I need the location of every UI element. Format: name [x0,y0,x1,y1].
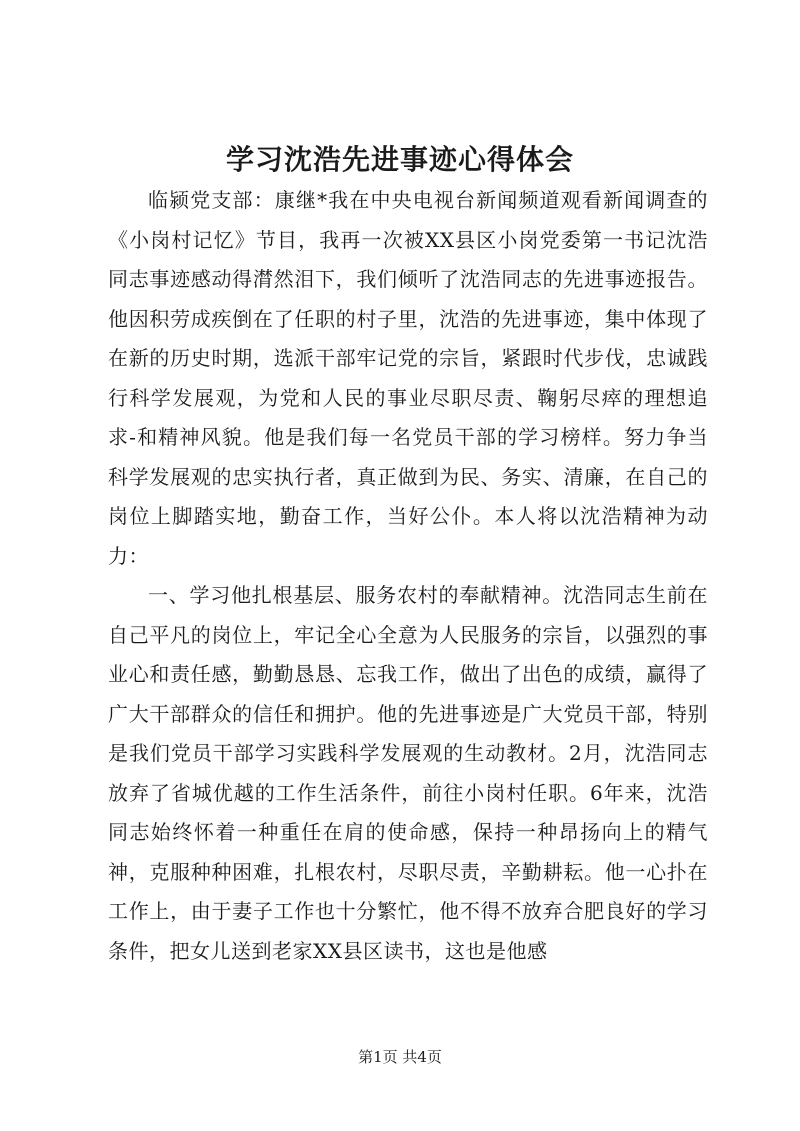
page-footer: 第1页 共4页 [358,1048,442,1066]
document-title: 学习沈浩先进事迹心得体会 [225,143,574,176]
document-body [108,181,708,971]
paragraph-section-one: 一、学习他扎根基层、服务农村的奉献精神。沈浩同志生前在自己平凡的岗位上，牢记全心全意为人民服务的宗旨，以强烈的事业心和责任感，勤勤恳恳、忘我工作，做出了出色的成绩，赢得了广大干部群众的信任和拥护。他的先进事迹是广大党员干部，特别是我们党员干部学习实践科学发展观的生动教材。2月，沈浩同志放弃了省城优越的工作生活条件，前往小岗村任职。6年来，沈浩同志始终怀着一种重任在肩的使命感，保持一种昂扬向上的精气神，克服种种困难，扎根农村，尽职尽责，辛勤耕耘。他一心扑在工作上，由于妻子工作也十分繁忙，他不得不放弃合肥良好的学习条件，把女儿送到老家XX县区读书，这也是他感 [108,583,708,963]
paragraph-intro: 临颍党支部：康继*我在中央电视台新闻频道观看新闻调查的《小岗村记忆》节目，我再一次被XX县区小岗党委第一书记沈浩同志事迹感动得潸然泪下，我们倾听了沈浩同志的先进事迹报告。他因积劳成疾倒在了任职的村子里，沈浩的先进事迹，集中体现了在新的历史时期，选派干部牢记党的宗旨，紧跟时代步伐，忠诚践行科学发展观，为党和人民的事业尽职尽责、鞠躬尽瘁的理想追求-和精神风貌。他是我们每一名党员干部的学习榜样。努力争当科学发展观的忠实执行者，真正做到为民、务实、清廉，在自己的岗位上脚踏实地，勤奋工作，当好公仆。本人将以沈浩精神为动力： [108,188,708,568]
